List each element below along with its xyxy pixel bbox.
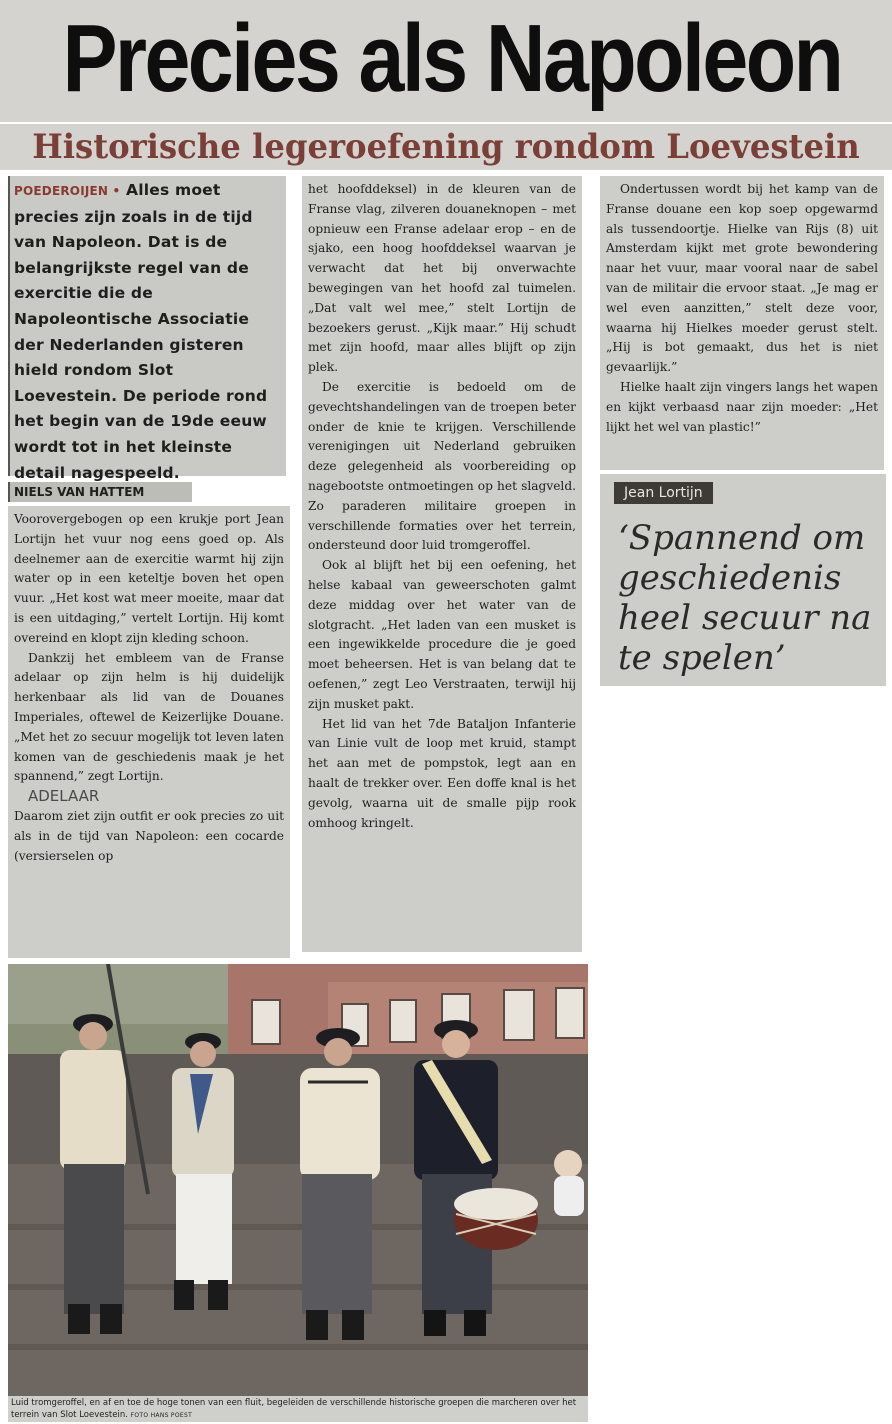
- intro-text: Alles moet precies zijn zoals in de tijd van Napoleon. Dat is de belangrijkste regel van de exercitie die de Napoleontische Associatie der Nederlanden gisteren hield rondom Slot Loevestein. De periode rond het begin van de 19de eeuw wordt tot in het kleinste detail nagespeeld.: [14, 181, 268, 482]
- dateline: POEDEROIJEN •: [14, 184, 121, 198]
- article-column-3: [600, 176, 884, 470]
- paragraph: Daarom ziet zijn outfit er ook precies zo uit als in de tijd van Napoleon: een cocarde (versierselen op: [14, 808, 284, 863]
- photo-caption: [8, 1396, 588, 1422]
- subheadline: Historische legeroefening rondom Loevestein: [32, 127, 860, 167]
- pull-quote: [600, 474, 886, 686]
- paragraph: Dankzij het embleem van de Franse adelaar op zijn helm is hij duidelijk herkenbaar als lid van de Douanes Imperiales, oftewel de Keizerlijke Douane. „Met het zo secuur mogelijk tot leven laten komen van de geschiedenis maak je het spannend,” zegt Lortijn.: [14, 650, 284, 784]
- intro-paragraph: [8, 176, 286, 482]
- caption-text: Luid tromgeroffel, en af en toe de hoge tonen van een fluit, begeleiden de verschillende historische groepen die marcheren over het terrein van Slot Loevestein.: [11, 1398, 577, 1420]
- paragraph: Ondertussen wordt bij het kamp van de Franse douane een kop soep opgewarmd als tussendoortje. Hielke van Rijs (8) uit Amsterdam kijkt met grote bewondering naar het vuur, maar vooral naar de sabel van de militair die ervoor staat. „Je mag er wel even aanzitten,” stelt deze voor, waarna hij Hielkes moeder gerust stelt. „Hij is bot gemaakt, dus het is niet gevaarlijk.”: [606, 182, 878, 375]
- headline: Precies als Napoleon: [62, 5, 842, 112]
- paragraph: Het lid van het 7de Bataljon Infanterie van Linie vult de loop met kruid, stampt het aan met de pompstok, legt aan en haalt de trekker over. Een doffe knal is het gevolg, waarna uit de smalle pijp rook omhoog kringelt.: [308, 716, 576, 830]
- section-subtitle: ADELAAR: [28, 787, 100, 806]
- quote-attribution: Jean Lortijn: [614, 482, 713, 504]
- byline: NIELS VAN HATTEM: [8, 482, 192, 502]
- paragraph: De exercitie is bedoeld om de gevechtshandelingen van de troepen beter onder de knie te krijgen. Verschillende verenigingen uit Nederland gebruiken deze gelegenheid als voorbereiding op nagebootste ontmoetingen op het slagveld. Zo paraderen militaire groepen in verschillende formaties over het terrein, ondersteund door luid tromgeroffel.: [308, 379, 576, 553]
- paragraph: Voorovergebogen op een krukje port Jean Lortijn het vuur nog eens goed op. Als deelnemer aan de exercitie warmt hij zijn water op in een keteltje boven het open vuur. „Het kost wat meer moeite, maar dat is een uitdaging,” vertelt Lortijn. Hij komt overeind en klopt zijn kleding schoon.: [14, 512, 284, 645]
- article-column-1: [8, 506, 290, 958]
- paragraph: Hielke haalt zijn vingers langs het wapen en kijkt verbaasd naar zijn moeder: „Het lijkt het wel van plastic!”: [606, 379, 878, 434]
- photo-soldiers-marching: [8, 964, 588, 1396]
- paragraph: Ook al blijft het bij een oefening, het helse kabaal van geweerschoten galmt deze middag over het water van de slotgracht. „Het laden van een musket is een ingewikkelde procedure die je goed moet beheersen. Het is van belang dat te oefenen,” zegt Leo Verstraaten, terwijl hij zijn musket pakt.: [308, 558, 576, 711]
- photo-credit: FOTO HANS POEST: [130, 1412, 193, 1419]
- quote-text: ‘Spannend om geschiedenis heel secuur na te spelen’: [618, 518, 872, 678]
- headline-banner: [0, 0, 892, 122]
- subheadline-banner: [0, 124, 892, 170]
- article-column-2: [302, 176, 582, 952]
- paragraph: het hoofddeksel) in de kleuren van de Franse vlag, zilveren douaneknopen – met opnieuw een Franse adelaar erop – en de sjako, een hoog hoofddeksel waarvan je verwacht dat het bij onverwachte bewegingen van het hoofd zal tuimelen. „Dat valt wel mee,” stelt Lortijn de bezoekers gerust. „Kijk maar.” Hij schudt met zijn hoofd, maar alles blijft op zijn plek.: [308, 182, 576, 375]
- news-photo: [8, 964, 588, 1396]
